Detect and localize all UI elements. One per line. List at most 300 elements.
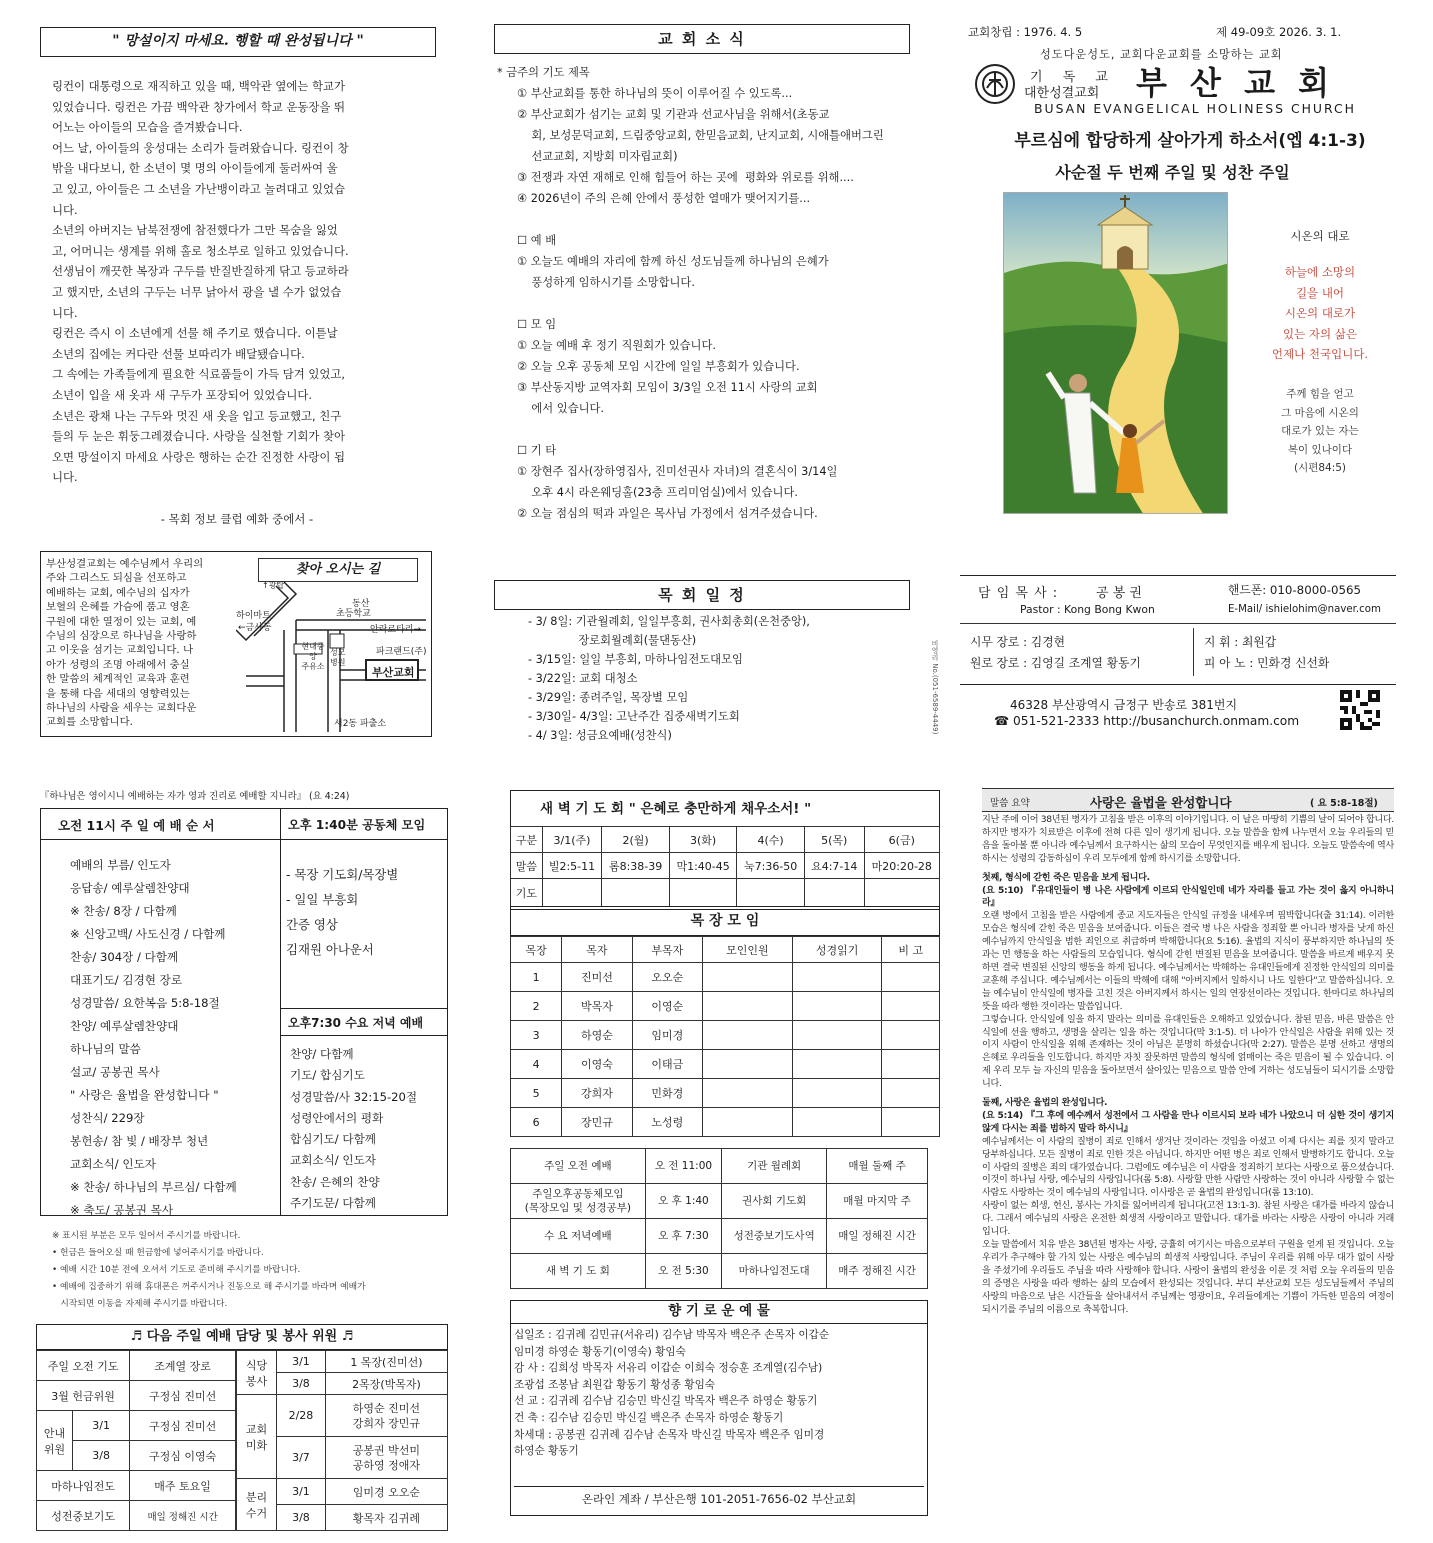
duty-cell: 조계열 장로 — [130, 1351, 236, 1381]
mokjang-cell — [882, 1021, 940, 1050]
etc-item: ① 장현주 집사(장하영집사, 진미선권사 자녀)의 결혼식이 3/14일 — [517, 465, 838, 478]
schedule-item: - 3/22일: 교회 대청소 — [528, 672, 638, 685]
sermon-p3: 사랑이 없는 희생, 헌신, 봉사는 가치를 잃어버리게 됩니다(고전 13:1-3). 참된 사랑은 대가를 바라지 않습니다. 그래서 예수님의 사랑은 온전한 희생적 사랑이라고 말합니다. 대가를 바라는 사랑은 사랑이 아니라 거래입니다. — [982, 1201, 1394, 1238]
duty-cell: 구정심 진미선 — [130, 1411, 236, 1441]
am-title-line — [40, 839, 280, 840]
mokjang-cell — [882, 963, 940, 992]
mokjang-cell: 성경읽기 — [792, 937, 882, 963]
duty-cell: 매일 정해진 시간 — [130, 1501, 236, 1531]
mokjang-cell — [882, 1079, 940, 1108]
meeting-cell: 매월 둘째 주 — [827, 1149, 928, 1184]
theme: 부르심에 합당하게 살아가게 하소서(엡 4:1-3) — [1014, 131, 1366, 151]
am-item: 봉헌송/ 참 빛 / 배장부 청년 — [70, 1134, 209, 1148]
poem-line: 하늘에 소망의 — [1284, 265, 1356, 279]
am-item: ※ 찬송/ 8장 / 다함께 — [70, 904, 177, 918]
duty-cell: 2목장(박목자) — [325, 1373, 447, 1395]
meeting-cell: 오 후 1:40 — [645, 1184, 721, 1219]
story-line: 선생님이 깨끗한 복장과 구두를 반질반질하게 닦고 등교하라 — [52, 264, 349, 279]
story-line: 링컨이 대통령으로 재직하고 있을 때, 백악관 옆에는 학교가 — [52, 79, 346, 93]
etc-list — [497, 461, 917, 524]
side-note: 비영리 No.(051-6589-4449) — [931, 640, 939, 735]
mokjang-cell: 4 — [511, 1050, 562, 1079]
story-line: 링컨은 즉시 이 소년에게 선물 해 주기로 했습니다. 이튿날 — [52, 326, 338, 341]
wed-item: 찬양/ 다함께 — [290, 1047, 354, 1061]
meeting-cell: 새 벽 기 도 회 — [511, 1254, 646, 1289]
meeting-item: ① 오늘 예배 후 정기 직원회가 있습니다. — [517, 339, 716, 352]
map-label-seongmo: 성모 병원 — [330, 648, 346, 667]
intro-line: 한 말씀의 체계적인 교육과 훈련 — [46, 673, 190, 686]
mokjang-cell — [792, 1079, 882, 1108]
story-line: 소년은 광채 나는 구두와 멋진 새 옷을 입고 등교했고, 친구 — [52, 408, 342, 423]
schedule-item: - 3/ 8일: 기관월례회, 일일부흥회, 권사회총회(온천중앙), — [528, 615, 810, 628]
meeting-item: ③ 부산동지방 교역자회 모임이 3/3일 오전 11시 사랑의 교회 — [517, 381, 818, 394]
story-line: 밖을 내다보니, 한 소년이 몇 명의 아이들에게 둘러싸여 울 — [52, 161, 338, 176]
intro-line: 부산성결교회는 예수님께서 우리의 — [46, 558, 204, 570]
map — [236, 556, 428, 734]
duty-cell: 공봉권 박선미 공하영 정애자 — [325, 1437, 447, 1479]
sermon-h1: 첫째, 형식에 갇힌 죽은 믿음을 보게 됩니다. — [982, 872, 1150, 883]
note-line: 시작되면 이동을 자제해 주시기를 바랍니다. — [52, 1299, 228, 1309]
church-name: 부 산 교 회 — [1136, 64, 1336, 102]
intro-line: 아가 성령의 조명 아래에서 충실 — [46, 658, 190, 671]
dawn-cell: 말씀 — [511, 853, 543, 879]
mokjang-cell: 이태금 — [632, 1050, 702, 1079]
sermon-p2: 예수님께서는 이 사람의 질병이 죄로 인해서 생겨난 것이라는 것임을 아셨고 이제 다시는 죄를 짓지 말라고 당부하십니다. 모든 질병이 죄로 인한 것은 아닙니다. 하지만 어떤 병은 죄로 인해서 발병하기도 합니다. 오늘 이 사람의 질병은 죄의 대가였습니다. 그럼에도 예수님은 이 사람을 정죄하기 보다는 사랑으로 품으셨습니다. 이것이 하나님 사랑, 예수님의 사랑입니다(롬 5:8). 사랑할 만한 사람만 사랑하는 것이 아니라 사랑할 수 없는 사람도 사랑하는 것이 예수님의 사랑입니다. 이사랑은 곧 율법의 완성입니다(롬 13:10). — [982, 1136, 1394, 1199]
dawn-cell: 6(금) — [864, 827, 939, 853]
mokjang-cell: 이영숙 — [562, 1050, 632, 1079]
mokjang-cell — [703, 963, 793, 992]
dawn-cell: 막1:40-45 — [669, 853, 737, 879]
offering-row: 건 축 : 김수남 김승민 박신길 백은주 손목자 하영순 황동기 — [514, 1411, 784, 1424]
map-label-hiimart: 하이마트 — [236, 611, 271, 621]
mokjang-cell: 6 — [511, 1108, 562, 1137]
mokjang-cell: 민화경 — [632, 1079, 702, 1108]
intro-line: 수님의 심장으로 하나님을 사랑하 — [46, 630, 197, 643]
story-line: 니다. — [52, 470, 78, 485]
duty-title: ♬ 다음 주일 예배 담당 및 봉사 위원 ♬ — [36, 1324, 448, 1350]
meeting-cell: 성전중보기도사역 — [722, 1219, 827, 1254]
duty-cell: 성전중보기도 — [37, 1501, 130, 1531]
pm-item: 김재원 아나운서 — [286, 942, 374, 957]
mokjang-cell — [792, 1050, 882, 1079]
story-line: 들의 두 눈은 휘둥그레졌습니다. 사랑을 실천할 기회가 찾아 — [52, 429, 346, 444]
mokjang-cell: 목장 — [511, 937, 562, 963]
duty-cell: 마하나임전도 — [37, 1471, 130, 1501]
am-title: 오전 11시 주 일 예 배 순 서 — [58, 818, 215, 833]
am-item: 찬양/ 예루살렘찬양대 — [70, 1019, 179, 1033]
map-label-police: 서2동 파출소 — [334, 719, 387, 729]
poem-verse — [1240, 385, 1400, 478]
duty-right-table — [236, 1350, 448, 1531]
choir-director: 지 휘 : 최원갑 — [1204, 635, 1277, 649]
news-body — [497, 62, 917, 524]
mokjang-cell: 오오순 — [632, 963, 702, 992]
meeting-cell: 기관 월례회 — [722, 1149, 827, 1184]
schedule-item: - 3/30일- 4/3일: 고난주간 집중새벽기도회 — [528, 710, 740, 723]
map-label-geumsa: ←금사동 — [238, 623, 272, 633]
pastor-email: E-Mail/ ishielohim@naver.com — [1228, 604, 1381, 615]
dawn-cell: 3/1(주) — [542, 827, 602, 853]
dawn-cell: 5(목) — [804, 827, 864, 853]
duty-cell: 매주 토요일 — [130, 1471, 236, 1501]
mokjang-cell: 2 — [511, 992, 562, 1021]
etc-item: 오후 4시 라온웨딩홀(23층 프리미엄실)에서 있습니다. — [517, 486, 798, 499]
news-title: 교 회 소 식 — [494, 24, 910, 54]
mokjang-cell — [703, 1021, 793, 1050]
meeting-header: ☐ 모 임 — [517, 318, 557, 331]
duty-cell: 안내 위원 — [37, 1411, 73, 1471]
wed-item: 합심기도/ 다함께 — [290, 1132, 376, 1147]
intro-line: 교회를 소망합니다. — [46, 716, 133, 729]
dawn-cell: 4(수) — [737, 827, 805, 853]
dawn-cell — [669, 879, 737, 907]
mokjang-cell — [882, 1050, 940, 1079]
story-line: 고, 어머니는 생계를 위해 홀로 청소부로 일하고 있었습니다. — [52, 243, 349, 258]
prayer-item: ③ 전쟁과 자연 재해로 인해 힘들어 하는 곳에 평화와 위로를 위해.... — [517, 171, 854, 184]
dawn-table — [510, 826, 940, 907]
verse-line: 주께 힘을 얻고 — [1286, 388, 1354, 400]
mokjang-cell: 임미경 — [632, 1021, 702, 1050]
mokjang-cell — [792, 963, 882, 992]
map-label-hyundai: 현대중앙 주유소 — [301, 642, 325, 671]
etc-header: ☐ 기 타 — [517, 444, 557, 457]
worship-header: ☐ 예 배 — [517, 234, 557, 247]
issue: 제 49-09호 2026. 3. 1. — [1216, 25, 1342, 39]
sunday-title: 사순절 두 번째 주일 및 성찬 주일 — [1055, 163, 1290, 182]
duty-cell: 교회 미화 — [237, 1395, 277, 1479]
pastor-divider — [960, 623, 1396, 624]
meeting-list — [497, 335, 917, 419]
duty-cell: 3/1 — [73, 1411, 130, 1441]
verse-line: 대로가 있는 자는 — [1281, 425, 1359, 437]
worship-verse: 『하나님은 영이시니 예배하는 자가 영과 진리로 예배할 지니라』 (요 4:24) — [40, 791, 350, 802]
pm-order-list — [286, 862, 446, 962]
story-line: 소년의 아버지는 남북전쟁에 참전했다가 그만 목숨을 잃었 — [52, 223, 338, 238]
mokjang-cell: 강희자 — [562, 1079, 632, 1108]
pastor-role: 담 임 목 사 : — [978, 586, 1059, 601]
wed-title: 오후7:30 수요 저녁 예배 — [288, 1016, 424, 1030]
sermon-intro: 지난 주에 이어 38년된 병자가 고침을 받은 이후의 이야기입니다. 이 날은 마땅히 기쁨의 날이 되어야 합니다. 하지만 병자가 치료받은 이후에 전혀 다른 일이 생기게 됩니다. 오늘 말씀을 함께 나누면서 오늘 우리들의 믿음을 돌아볼 뿐 아니라 예수님께서 요구하시는 삶의 모습이 무엇인지를 배우게 됩니다. 오늘도 말씀속에 역사하시는 성령의 감동하심이 우리 모두에게 함께 하시기를 소망합니다. — [982, 815, 1394, 864]
pastor-name: 공 봉 권 — [1096, 586, 1142, 601]
church-intro-text — [46, 557, 236, 730]
mokjang-cell: 목자 — [562, 937, 632, 963]
mokjang-cell — [703, 1050, 793, 1079]
verse-line: (시편84:5) — [1293, 462, 1347, 474]
account: 온라인 계좌 / 부산은행 101-2051-7656-02 부산교회 — [514, 1486, 924, 1507]
schedule-item: - 3/29일: 종려주일, 목장별 모임 — [528, 691, 689, 704]
mokjang-cell — [703, 992, 793, 1021]
story-line: 소년의 집에는 커다란 선물 보따리가 배달됐습니다. — [52, 346, 305, 361]
dawn-cell — [602, 879, 670, 907]
poem-title: 시온의 대로 — [1290, 229, 1350, 243]
map-label-anrak: 안락로타리→ — [370, 625, 422, 635]
meeting-cell: 주일오후공동체모임 (목장모임 및 성경공부) — [511, 1184, 646, 1219]
contact: ☎ 051-521-2333 http://busanchurch.onmam.com — [994, 714, 1300, 728]
note-line: • 예배에 집중하기 위해 휴대폰은 꺼주시거나 진동으로 해 주시기를 바라며 예배가 — [52, 1282, 366, 1292]
worship-item: 풍성하게 임하시기를 소망합니다. — [517, 276, 695, 289]
sermon-ref: ( 요 5:8-18절) — [1310, 798, 1378, 809]
dawn-cell — [542, 879, 602, 907]
story-title: " 망설이지 마세요. 행할 때 완성됩니다 " — [40, 27, 436, 57]
am-item: 성경말씀/ 요한복음 5:8-18절 — [70, 996, 220, 1010]
am-item: 교회소식/ 인도자 — [70, 1157, 156, 1171]
dawn-cell — [737, 879, 805, 907]
map-title: 찾아 오시는 길 — [258, 558, 418, 582]
prayer-item: ① 부산교회를 통한 하나님의 뜻이 이루어질 수 있도록... — [517, 87, 793, 100]
duty-cell: 식당 봉사 — [237, 1351, 277, 1395]
story-line: 니다. — [52, 202, 78, 217]
duty-cell: 하영순 진미선 강희자 장민규 — [325, 1395, 447, 1437]
duty-cell: 황목자 김귀례 — [325, 1505, 447, 1531]
address: 46328 부산광역시 금정구 반송로 381번지 — [1010, 698, 1238, 712]
meeting-cell: 주일 오전 예배 — [511, 1149, 646, 1184]
motto: 성도다운성도, 교회다운교회를 소망하는 교회 — [1040, 48, 1283, 61]
sermon-body — [982, 814, 1394, 1316]
sermon-label: 말씀 요약 — [990, 798, 1030, 809]
church-english: BUSAN EVANGELICAL HOLINESS CHURCH — [1034, 101, 1356, 116]
wed-item: 기도/ 합심기도 — [290, 1068, 365, 1083]
am-item: ※ 축도/ 공봉권 목사 — [70, 1203, 174, 1217]
dawn-cell: 기도 — [511, 879, 543, 907]
dawn-title: 새 벽 기 도 회 " 은혜로 충만하게 채우소서! " — [540, 801, 812, 817]
am-order-list — [46, 854, 276, 1222]
dawn-cell: 2(월) — [602, 827, 670, 853]
pm-item: - 목장 기도회/목장별 — [286, 867, 399, 882]
schedule-item: - 4/ 3일: 성금요예배(성찬식) — [528, 729, 672, 742]
mokjang-title: 목 장 모 임 — [510, 906, 940, 936]
map-label-dongsan: 동산 — [352, 599, 370, 609]
am-item: 대표기도/ 김경현 장로 — [70, 973, 183, 987]
dawn-cell: 구분 — [511, 827, 543, 853]
denomination-1: 기 독 교 — [1030, 70, 1116, 85]
pm-title-line — [280, 839, 448, 840]
mokjang-cell: 5 — [511, 1079, 562, 1108]
am-item: 응답송/ 예루살렘찬양대 — [70, 881, 190, 895]
story-body — [52, 76, 422, 488]
dawn-cell: 눅7:36-50 — [737, 853, 805, 879]
note-line: ※ 표시된 부분은 모두 일어서 주시기를 바랍니다. — [52, 1231, 241, 1241]
duty-cell: 2/28 — [277, 1395, 326, 1437]
poem-line: 있는 자의 삶은 — [1283, 326, 1357, 341]
story-line: 있었습니다. 링컨은 가끔 백악관 창가에서 학교 운동장을 뛰 — [52, 99, 346, 114]
prayer-header: * 금주의 기도 제목 — [497, 66, 590, 79]
prayer-list — [497, 83, 917, 209]
meeting-cell: 매주 정해진 시간 — [827, 1254, 928, 1289]
schedule-list — [528, 612, 918, 745]
meeting-times-table — [510, 1148, 928, 1289]
mokjang-cell — [792, 1108, 882, 1137]
dawn-cell: 롬8:38-39 — [602, 853, 670, 879]
poem-line: 길을 내어 — [1295, 285, 1345, 300]
meeting-cell: 마하나임전도대 — [722, 1254, 827, 1289]
am-item: 하나님의 말씀 — [70, 1042, 141, 1056]
qr-code — [1340, 690, 1380, 730]
prayer-item: 선교교회, 지방회 미자립교회) — [517, 150, 678, 163]
am-item: ※ 신앙고백/ 사도신경 / 다함께 — [70, 927, 226, 941]
cover-image — [1003, 192, 1228, 514]
meeting-cell: 오 전 11:00 — [645, 1149, 721, 1184]
elder-1: 시무 장로 : 김경현 — [970, 635, 1065, 649]
mokjang-cell: 1 — [511, 963, 562, 992]
story-line: 고 했지만, 소년의 구두는 너무 낡아서 광을 낼 수가 없었습 — [52, 284, 342, 299]
am-item: 예배의 부름/ 인도자 — [70, 858, 171, 872]
wed-item: 성경말씀/사 32:15-20절 — [290, 1089, 418, 1104]
pm-item: 간증 영상 — [286, 917, 338, 932]
church-logo — [975, 64, 1015, 104]
pastor-phone: 핸드폰: 010-8000-0565 — [1228, 583, 1361, 597]
worship-item: ① 오늘도 예배의 자리에 함께 하신 성도님들께 하나님의 은혜가 — [517, 255, 829, 268]
duty-cell: 주일 오전 기도 — [37, 1351, 130, 1381]
mokjang-cell: 장민규 — [562, 1108, 632, 1137]
story-line: 어느 날, 아이들의 웅성대는 소리가 들려왔습니다. 링컨이 창 — [52, 140, 349, 155]
story-line: 어노는 아이들의 모습을 즐겨봤습니다. — [52, 120, 243, 135]
dawn-cell — [864, 879, 939, 907]
meeting-cell: 매일 정해진 시간 — [827, 1219, 928, 1254]
pianist: 피 아 노 : 민화경 신선화 — [1204, 656, 1330, 670]
meeting-cell: 권사회 기도회 — [722, 1184, 827, 1219]
mokjang-cell: 부목자 — [632, 937, 702, 963]
pm-item: - 일일 부흥회 — [286, 892, 359, 907]
wed-item: 주기도문/ 다함께 — [290, 1196, 376, 1211]
duty-cell: 1 목장(진미선) — [325, 1351, 447, 1373]
meeting-item: 에서 있습니다. — [517, 402, 605, 415]
story-line: 고 있고, 아이들은 그 소년을 가난뱅이라고 놀려대고 있었습 — [52, 181, 346, 196]
meeting-item: ② 오늘 오후 공동체 모임 시간에 일일 부흥회가 있습니다. — [517, 360, 800, 373]
dawn-cell: 3(화) — [669, 827, 737, 853]
dawn-cell: 빌2:5-11 — [542, 853, 602, 879]
wed-item: 찬송/ 은혜의 찬양 — [290, 1174, 380, 1189]
sermon-h2: 둘째, 사랑은 율법의 완성입니다. — [982, 1098, 1108, 1109]
worship-list — [497, 251, 917, 293]
offering-list — [514, 1327, 924, 1460]
note-line: • 헌금은 들어오실 때 헌금함에 넣어주시기를 바랍니다. — [52, 1248, 264, 1258]
offering-row: 감 사 : 김희성 박목자 서유리 이갑순 이희숙 정승훈 조계열(김수남) 조광섭 조봉남 최원갑 황동기 황성종 황임숙 — [514, 1362, 823, 1391]
mokjang-cell: 비 고 — [882, 937, 940, 963]
meeting-cell: 오 전 5:30 — [645, 1254, 721, 1289]
story-line: 소년이 입을 새 옷과 새 구두가 포장되어 있었습니다. — [52, 387, 313, 402]
intro-line: 을 통해 다음 세대의 영향력있는 — [46, 687, 190, 700]
am-item: 찬송/ 304장 / 다함께 — [70, 950, 179, 964]
intro-line: 구원에 대한 열정이 있는 교회, 예 — [46, 615, 197, 628]
mokjang-cell — [792, 1021, 882, 1050]
mokjang-cell — [703, 1108, 793, 1137]
duty-cell: 분리 수거 — [237, 1479, 277, 1531]
offering-row: 차세대 : 공봉권 김귀례 김수남 손목자 박신길 박목자 백은주 임미경 하영순 황동기 — [514, 1428, 825, 1458]
meeting-cell: 매월 마지막 주 — [827, 1184, 928, 1219]
founded: 교회창립 : 1976. 4. 5 — [968, 25, 1083, 39]
duty-cell: 3/8 — [73, 1441, 130, 1471]
map-label-elementary: 초등학교 — [336, 609, 371, 619]
story-line: 그 속에는 가족들에게 필요한 식료품들이 가득 담겨 있었고, — [52, 367, 346, 382]
duty-cell: 3/1 — [277, 1351, 326, 1373]
mokjang-cell — [882, 992, 940, 1021]
schedule-item: - 3/15일: 일일 부흥회, 마하나임전도대모임 — [528, 653, 743, 666]
poem-line: 언제나 천국입니다. — [1271, 347, 1369, 361]
mokjang-cell: 노성령 — [632, 1108, 702, 1137]
order-notes — [52, 1228, 448, 1313]
wed-item: 교회소식/ 인도자 — [290, 1153, 376, 1168]
offering-row: 십일조 : 김귀례 김민규(서유리) 김수남 박목자 백은주 손목자 이갑순 임미경 하영순 황동기(이영숙) 황임숙 — [514, 1329, 830, 1358]
sermon-v2: (요 5:14) 『그 후에 예수께서 성전에서 그 사람을 만나 이르시되 보라 네가 나았으니 더 심한 것이 생기지 않게 다시는 죄를 범하지 말라 하시니』 — [982, 1110, 1394, 1134]
mokjang-cell: 이영순 — [632, 992, 702, 1021]
dawn-cell: 마20:20-28 — [864, 853, 939, 879]
duty-cell: 3/7 — [277, 1437, 326, 1479]
prayer-item: ② 부산교회가 섬기는 교회 및 기관과 선교사님을 위해서(초동교 — [517, 108, 830, 121]
etc-item: ② 오늘 점심의 떡과 과일은 목사님 가정에서 섬겨주셨습니다. — [517, 507, 818, 520]
sermon-p4: 오늘 말씀에서 치유 받은 38년된 병자는 사랑, 긍휼히 여기시는 마음으로부터 구원을 얻게 된 것입니다. 오늘 우리가 추구해야 할 가치 있는 사랑은 예수님의 희생적 사랑입니다. 주님이 우리를 위해 아무 대가 없이 사랑을 주셨기에 우리들도 주님을 따라 사랑해야 합니다. 사랑이 율법의 완성을 이룬 것 처럼 오늘 우리들의 믿음의 증명은 사랑을 따라 행하는 삶의 모습에서 완성되는 것입니다. 부디 부산교회 모든 성도님들께서 주님의 사랑의 마음으로 남은 시간들을 살아내셔서 주님께는 영광이요, 우리들에게는 기쁨이 가득한 믿음의 여정이 되시기를 주님의 이름으로 축복합니다. — [982, 1240, 1394, 1315]
duty-left-table — [36, 1350, 236, 1531]
story-line: 오면 망설이지 마세요 사랑은 행하는 순간 진정한 사랑이 됩 — [52, 449, 346, 464]
map-label-church: 부산교회 — [372, 666, 415, 679]
note-line: • 예배 시간 10분 전에 오셔서 기도로 준비해 주시기를 바랍니다. — [52, 1265, 301, 1275]
duty-cell: 3/1 — [277, 1479, 326, 1505]
mokjang-cell — [882, 1108, 940, 1137]
story-line: 니다. — [52, 305, 78, 320]
duty-cell: 3/8 — [277, 1373, 326, 1395]
sermon-title: 사랑은 율법을 완성합니다 — [1090, 795, 1232, 810]
map-label-parkland: 파크랜드(주) — [376, 647, 427, 657]
wed-item: 성령안에서의 평화 — [290, 1110, 384, 1125]
sermon-v1: (요 5:10) 『유대인들이 병 나은 사람에게 이르되 안식일인데 네가 자리를 들고 가는 것이 옳지 아니하니라』 — [982, 885, 1394, 909]
intro-line: 예배하는 교회, 예수님의 십자가 — [46, 586, 190, 599]
prayer-item: 회, 보성문덕교회, 드림중앙교회, 한믿음교회, 난지교회, 시애틀애버그린 — [517, 129, 884, 142]
mokjang-cell — [792, 992, 882, 1021]
duty-cell: 구정심 진미선 — [130, 1381, 236, 1411]
pastor-vdivider — [1193, 628, 1194, 676]
meeting-cell: 수 요 저녁예배 — [511, 1219, 646, 1254]
elder-2: 원로 장로 : 김영길 조계열 황동기 — [970, 656, 1141, 670]
map-label-gwangtop: ↑광탑 — [262, 581, 285, 590]
story-source: - 목회 정보 클럽 예화 중에서 - — [160, 512, 314, 526]
prayer-item: ④ 2026년이 주의 은혜 안에서 풍성한 열매가 맺어지기를... — [517, 192, 811, 205]
intro-line: 주와 그리스도 되심을 선포하고 — [46, 572, 187, 585]
am-item: 성찬식/ 229장 — [70, 1111, 145, 1125]
mokjang-table — [510, 936, 940, 1137]
intro-line: 고 이웃을 섬기는 교회입니다. 나 — [46, 644, 193, 657]
duty-cell: 3/8 — [277, 1505, 326, 1531]
pastor-english: Pastor : Kong Bong Kwon — [1020, 603, 1155, 616]
duty-cell: 임미경 오오순 — [325, 1479, 447, 1505]
am-item: ※ 찬송/ 하나님의 부르심/ 다함께 — [70, 1180, 237, 1194]
mokjang-cell: 진미선 — [562, 963, 632, 992]
mokjang-cell: 3 — [511, 1021, 562, 1050]
offering-title: 향 기 로 운 예 물 — [510, 1300, 928, 1324]
dawn-cell: 요4:7-14 — [804, 853, 864, 879]
schedule-item: 장로회월례회(물댄동산) — [528, 634, 697, 647]
mokjang-cell: 박목자 — [562, 992, 632, 1021]
mokjang-cell: 모인인원 — [703, 937, 793, 963]
am-item: " 사랑은 율법을 완성합니다 " — [70, 1088, 219, 1102]
sermon-p1b: 그렇습니다. 안식일에 일을 하지 말라는 의미를 유대인들은 오해하고 있었습니다. 참된 믿음, 바른 말씀은 안식일에 선을 행하고, 생명을 살리는 일을 하는 것입니다(막 3:1-5). 더 나아가 안식일은 사람을 위해 있는 것이지 사람이 안식일을 위해 존재하는 것이 아님은 분명히 하셨습니다(막 2:27). 말씀은 분명 선하고 생명의 은혜로 우리들을 인도합니다. 하지만 자칫 잘못하면 말씀의 형식에 얽매이는 죽은 믿음이 될 수 있습니다. 이제 우리 모두 늘 자신의 믿음을 돌아보면서 살아있는 믿음으로 말씀 안에 거하는 성도님들이 되시기를 소망합니다. — [982, 1014, 1394, 1090]
duty-cell: 구정심 이영숙 — [130, 1441, 236, 1471]
denomination-2: 대한성결교회 — [1024, 86, 1100, 101]
intro-line: 보혈의 은혜를 가슴에 품고 영혼 — [46, 601, 190, 614]
am-item: 설교/ 공봉권 목사 — [70, 1065, 160, 1079]
duty-cell: 3월 헌금위원 — [37, 1381, 130, 1411]
dawn-cell — [804, 879, 864, 907]
wed-order-list — [290, 1044, 450, 1214]
mokjang-cell — [703, 1079, 793, 1108]
poem-line: 시온의 대로가 — [1284, 306, 1356, 320]
verse-line: 복이 있나이다 — [1287, 443, 1353, 456]
meeting-cell: 오 후 7:30 — [645, 1219, 721, 1254]
mokjang-cell: 하영순 — [562, 1021, 632, 1050]
offering-row: 선 교 : 김귀례 김수남 김승민 박신길 박목자 백은주 하영순 황동기 — [514, 1395, 818, 1408]
poem — [1240, 262, 1400, 365]
verse-line: 그 마음에 시온의 — [1281, 406, 1359, 419]
schedule-title: 목 회 일 정 — [494, 580, 910, 610]
sermon-p1: 오랜 병에서 고침을 받은 사람에게 종교 지도자들은 안식일 규정을 내세우며 핍박합니다(출 31:14). 이러한 모습은 형식에 갇힌 죽은 믿음을 보여줍니다. 이들은 결국 병 나은 사람을 정죄할 뿐 아니라 병자를 낫게 하신 예수님까지 안식일을 범한 죄인으로 취급하며 박해합니다(요 5:16). 율법의 지식이 풍부하지만 하나님의 뜻과는 먼 행동을 하는 사람들의 모습입니다. 형식에 갇힌 변질된 믿음을 보여줍니다. 말씀을 바르게 배우지 못하면 결국 변질된 신앙의 행동을 하게 됩니다. 예수님께서는 박해하는 유대인들에게 진정한 안식일의 의미를 교훈해 주십니다. 예수님께서는 이들의 박해에 대해 "아버지께서 일하시니 나도 일한다"고 말씀하십니다. 오늘 예수님이 안식일에 병자를 고친 것은 아버지께서 하시는 일의 연장선이라는 것입니다. 한마디로 하나님의 뜻을 따라 행한 것이라는 말씀입니다. — [982, 911, 1394, 1012]
